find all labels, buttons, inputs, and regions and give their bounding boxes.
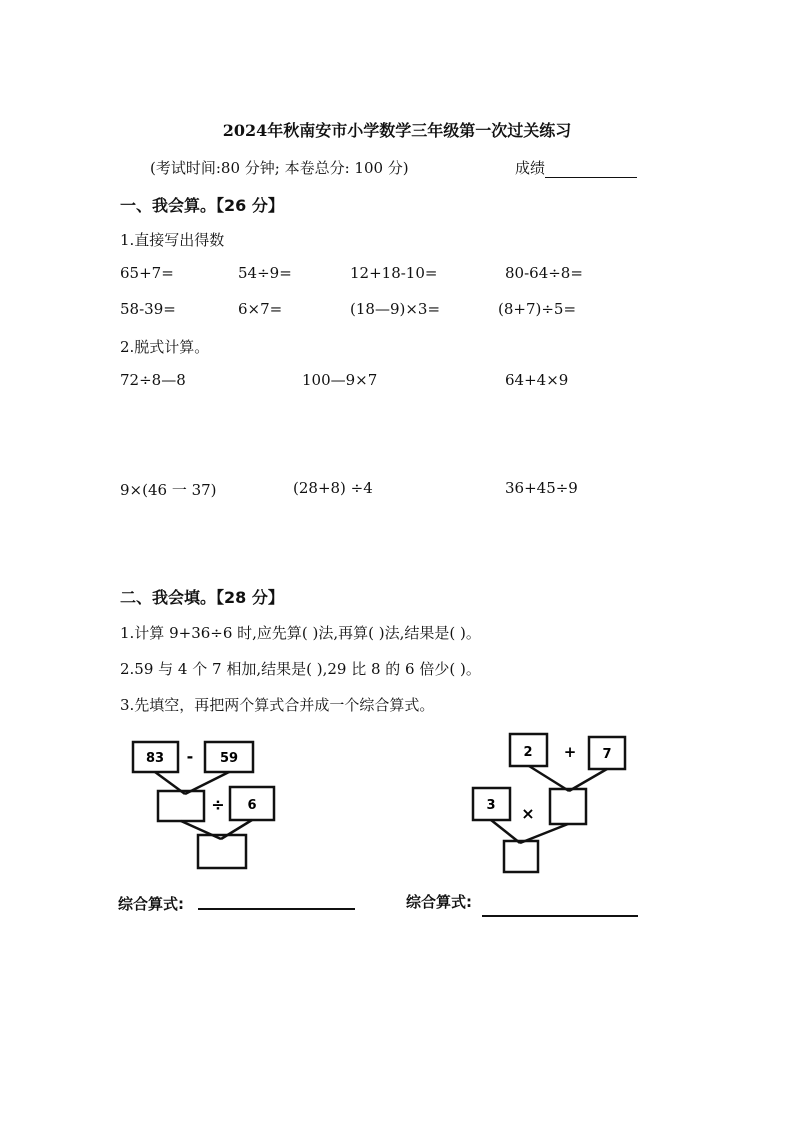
multiply-sign: × bbox=[521, 804, 535, 823]
answer-box-4[interactable] bbox=[504, 841, 538, 872]
section1-heading: 一、我会算。【26 分】 bbox=[120, 196, 284, 215]
calc-item: 54÷9= bbox=[238, 264, 292, 282]
right-calc-diagram bbox=[465, 728, 635, 878]
answer-box-1[interactable] bbox=[158, 791, 204, 821]
answer-box-2[interactable] bbox=[198, 835, 246, 868]
divide-sign: ÷ bbox=[211, 795, 225, 814]
left-calc-diagram bbox=[120, 728, 320, 878]
calc-item: (8+7)÷5= bbox=[498, 300, 577, 318]
num-6: 6 bbox=[247, 798, 257, 813]
plus-sign: + bbox=[563, 743, 577, 761]
calc-item: 80-64÷8= bbox=[505, 264, 583, 282]
num-3: 3 bbox=[486, 798, 496, 813]
combo-label-left: 综合算式: bbox=[118, 895, 184, 913]
step-calc-item: 72÷8—8 bbox=[120, 371, 186, 389]
answer-box-3[interactable] bbox=[550, 789, 586, 824]
combo-blank-right[interactable] bbox=[482, 915, 638, 917]
step-calc-item: 36+45÷9 bbox=[505, 479, 578, 497]
section2-heading: 二、我会填。【28 分】 bbox=[120, 588, 284, 607]
s2-q3: 3.先填空，再把两个算式合并成一个综合算式。 bbox=[120, 696, 435, 714]
num-2: 2 bbox=[523, 745, 533, 760]
exam-info: (考试时间:80 分钟; 本卷总分: 100 分) bbox=[150, 159, 409, 177]
calc-item: 12+18-10= bbox=[350, 264, 438, 282]
calc-item: 58-39= bbox=[120, 300, 176, 318]
calc-item: 6×7= bbox=[238, 300, 283, 318]
score-label: 成绩 bbox=[515, 159, 546, 177]
combo-blank-left[interactable] bbox=[198, 908, 355, 910]
score-field bbox=[515, 157, 637, 178]
combo-label-right: 综合算式: bbox=[406, 893, 472, 911]
s1-q2-label: 2.脱式计算。 bbox=[120, 338, 210, 356]
calc-item: 65+7= bbox=[120, 264, 174, 282]
score-blank[interactable] bbox=[545, 163, 637, 178]
s2-q1: 1.计算 9+36÷6 时,应先算( )法,再算( )法,结果是( )。 bbox=[120, 624, 481, 642]
step-calc-item: 9×(46 一 37) bbox=[120, 481, 217, 499]
num-59: 59 bbox=[219, 751, 239, 766]
minus-sign: - bbox=[186, 747, 194, 766]
calc-item: (18—9)×3= bbox=[350, 300, 441, 318]
s2-q2: 2.59 与 4 个 7 相加,结果是( ),29 比 8 的 6 倍少( )。 bbox=[120, 660, 481, 678]
step-calc-item: 64+4×9 bbox=[505, 371, 569, 389]
s1-q1-label: 1.直接写出得数 bbox=[120, 231, 225, 249]
step-calc-item: (28+8) ÷4 bbox=[293, 479, 373, 497]
num-83: 83 bbox=[145, 751, 165, 766]
page-title: 2024年秋南安市小学数学三年级第一次过关练习 bbox=[222, 121, 572, 140]
num-7: 7 bbox=[602, 747, 612, 762]
step-calc-item: 100—9×7 bbox=[302, 371, 378, 389]
